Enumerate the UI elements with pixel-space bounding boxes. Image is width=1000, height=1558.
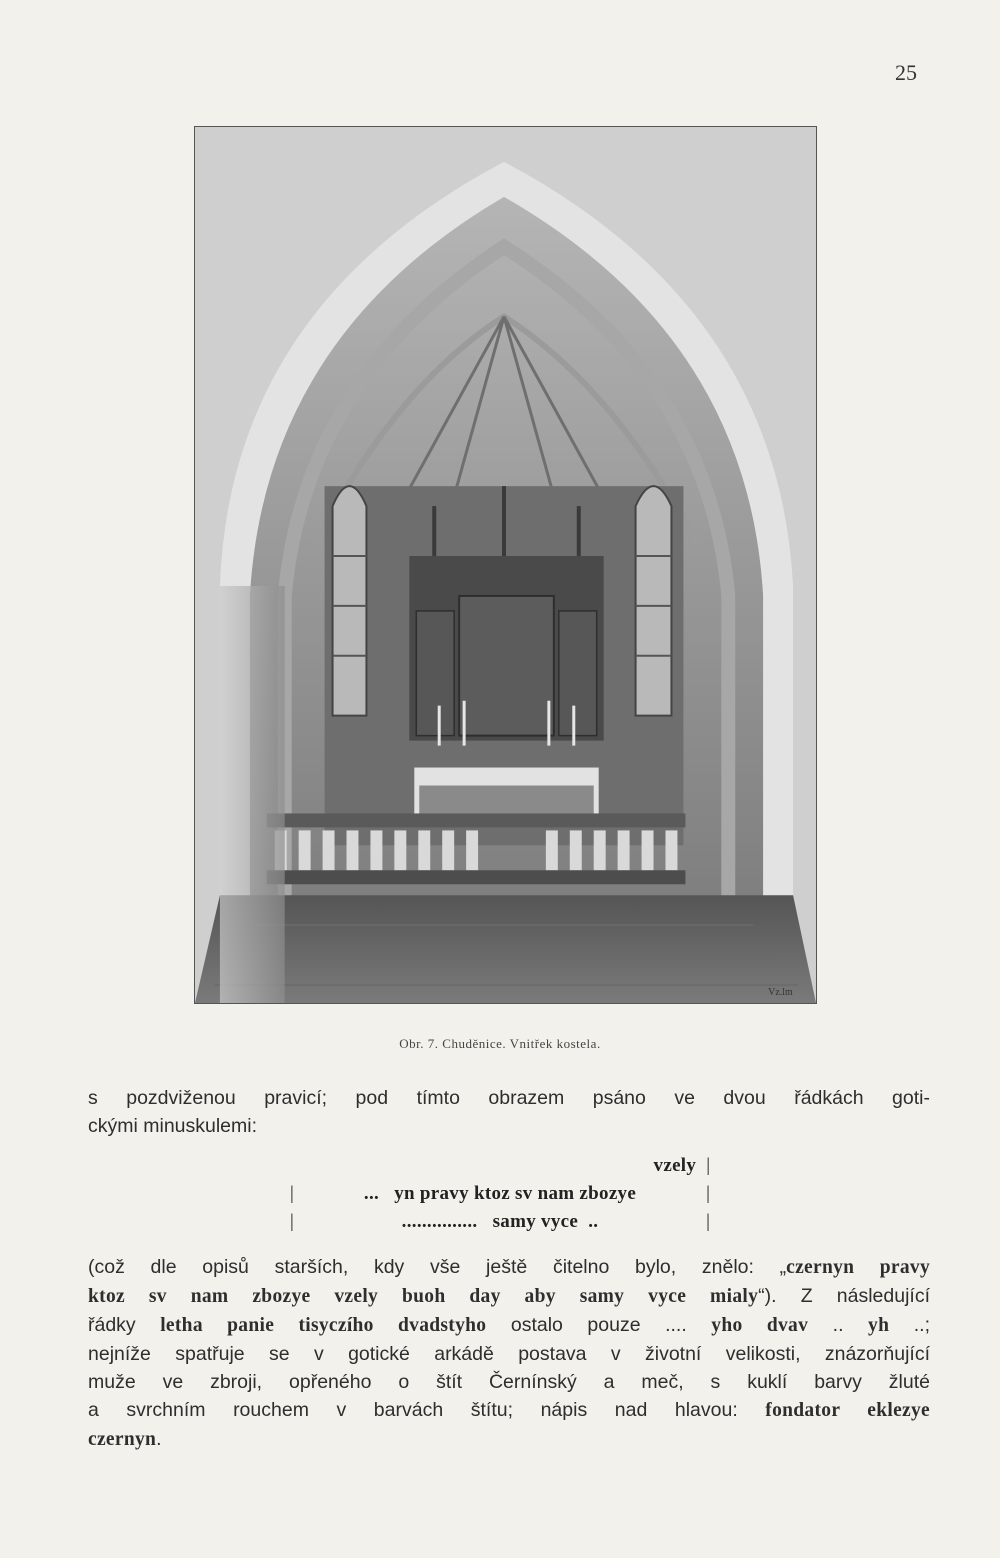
inscription-bar: |: [706, 1211, 710, 1232]
gothic-text: letha panie tisyczího dvadstyho: [160, 1315, 487, 1336]
text-run: ..: [808, 1314, 869, 1336]
paragraph-1-line-1: s pozdviženou pravicí; pod tímto obrazem psáno ve dvou řádkách goti-: [88, 1087, 930, 1109]
inscription-bar: |: [706, 1155, 710, 1176]
paragraph-2-line-1: [88, 1253, 930, 1282]
gothic-text: czernyn pravy: [786, 1257, 930, 1278]
inscription-bar: |: [290, 1183, 294, 1204]
paragraph-2-line-6: [88, 1396, 930, 1425]
paragraph-2: [88, 1253, 930, 1454]
paragraph-2-line-2: [88, 1282, 930, 1311]
paragraph-1-line-2: ckými minuskulemi:: [88, 1115, 258, 1137]
inscription-line-2: ... yn pravy ktoz sv nam zbozye: [363, 1183, 637, 1204]
gothic-text: yho dvav: [711, 1315, 809, 1336]
paragraph-2-line-4: nejníže spatřuje se v gotické arkádě postava v životní velikosti, znázorňující: [88, 1343, 930, 1365]
artist-signature: Vz.lm: [768, 987, 793, 999]
inscription-line-3: ............... samy vyce ..: [401, 1211, 599, 1232]
text-run: .: [156, 1428, 162, 1450]
paragraph-2-line-5: muže ve zbroji, opřeného o štít Černínský a meč, s kuklí barvy žluté: [88, 1371, 930, 1393]
text-run: ..;: [889, 1314, 930, 1336]
text-run: “). Z následující: [758, 1285, 930, 1307]
inscription-line-1: vzely: [653, 1155, 697, 1176]
text-run: a svrchním rouchem v barvách štítu; nápis nad hlavou:: [88, 1399, 766, 1421]
figure-caption: Obr. 7. Chuděnice. Vnitřek kostela.: [399, 1036, 601, 1051]
text-run: ostalo pouze ....: [486, 1314, 712, 1336]
church-interior-illustration: [195, 127, 816, 1003]
inscription-bar: |: [706, 1183, 710, 1204]
church-interior-photo: [194, 126, 817, 1004]
paragraph-2-line-7: [88, 1425, 930, 1454]
gothic-text: yh: [868, 1315, 890, 1336]
paragraph-1: [88, 1084, 930, 1140]
gothic-text: ktoz sv nam zbozye vzely buoh day aby samy vyce mialy: [88, 1286, 759, 1307]
gothic-inscription: [290, 1152, 710, 1236]
gothic-text: czernyn: [88, 1429, 157, 1450]
page-number: 25: [895, 60, 917, 85]
paragraph-2-line-3: [88, 1311, 930, 1340]
text-run: (což dle opisů starších, kdy vše ještě čitelno bylo, znělo: „: [88, 1256, 787, 1278]
inscription-bar: |: [290, 1211, 294, 1232]
gothic-text: fondator eklezye: [765, 1400, 930, 1421]
text-run: řádky: [88, 1314, 161, 1336]
